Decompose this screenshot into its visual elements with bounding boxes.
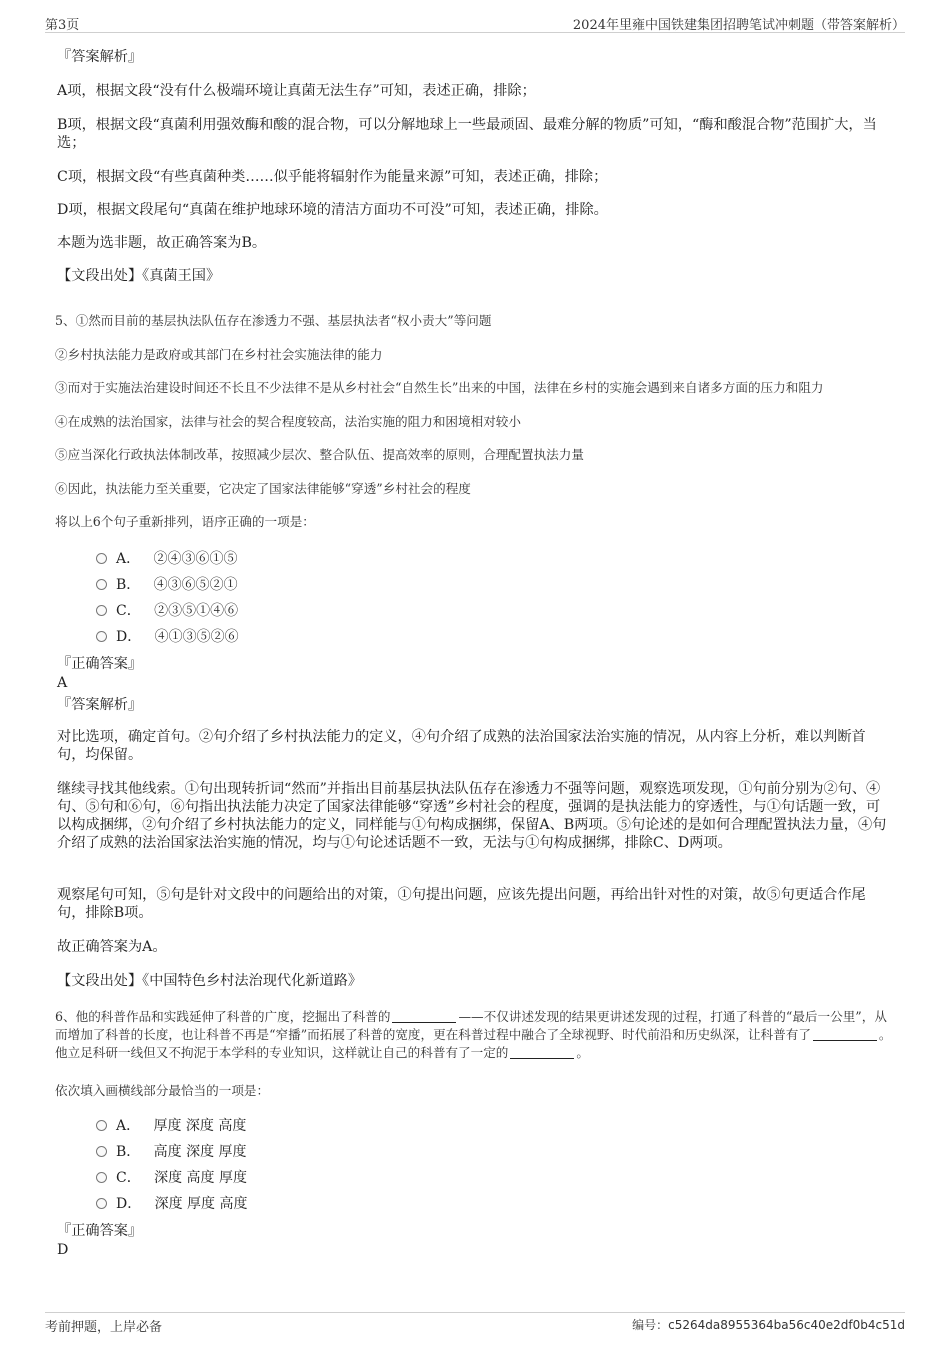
blank-3 — [510, 1046, 574, 1059]
radio-icon[interactable] — [96, 1172, 107, 1183]
page-number: 第3页 — [45, 18, 80, 33]
q5-analysis-p3: 观察尾句可知，⑤句是针对文段中的问题给出的对策，①句提出问题，应该先提出问题，再给出针对性的对策，故⑤句更适合作尾句，排除B项。 — [57, 887, 866, 921]
q6-option-d[interactable]: D． 深度 厚度 高度 — [96, 1195, 248, 1213]
q5-sentence-4: ④在成熟的法治国家，法律与社会的契合程度较高，法治实施的阻力和困境相对较小 — [55, 414, 521, 429]
q5-analysis-p2: 继续寻找其他线索。①句出现转折词“然而”并指出目前基层执法队伍存在渗透力不强等问题，观察选项发现，①句前分别为②句、④句、⑤句和⑥句，⑥句指出执法能力决定了国家法律能够“穿透”乡村社会的程度，强调的是执法能力的穿透性，与①句话题一致，可以构成捆绑，②句介绍了乡村执法能力的定义，同样能与①句构成捆绑，保留A、B两项。⑤句论述的是如何合理配置执法力量，④句介绍了成熟的法治国家法治实施的情况，均与①句论述话题不一致，无法与①句构成捆绑，排除C、D两项。 — [57, 781, 887, 851]
q4-analysis-a: A项，根据文段“没有什么极端环境让真菌无法生存”可知，表述正确，排除； — [57, 83, 536, 99]
q6-option-b[interactable]: B． 高度 深度 厚度 — [96, 1143, 247, 1161]
radio-icon[interactable] — [96, 1198, 107, 1209]
document-title: 2024年里雍中国铁建集团招聘笔试冲刺题（带答案解析） — [572, 18, 905, 33]
radio-icon[interactable] — [96, 1120, 107, 1131]
q4-source: 【文段出处】《真菌王国》 — [57, 268, 221, 284]
q4-analysis-c: C项，根据文段“有些真菌种类……似乎能将辐射作为能量来源”可知，表述正确，排除； — [57, 169, 608, 185]
q5-option-d[interactable]: D． ④①③⑤②⑥ — [96, 628, 239, 646]
blank-2 — [813, 1028, 877, 1041]
q5-prompt: 将以上6个句子重新排列，语序正确的一项是： — [55, 514, 315, 529]
q4-analysis-d: D项，根据文段尾句“真菌在维护地球环境的清洁方面功不可没”可知，表述正确，排除。 — [57, 202, 608, 218]
q5-answer: A — [57, 675, 68, 691]
q5-analysis-label: 『答案解析』 — [57, 697, 143, 713]
q5-option-a[interactable]: A． ②④③⑥①⑤ — [96, 550, 237, 568]
q5-analysis-p1: 对比选项，确定首句。②句介绍了乡村执法能力的定义，④句介绍了成熟的法治国家法治实施的情况，从内容上分析，难以判断首句，均保留。 — [57, 729, 866, 763]
q5-sentence-5: ⑤应当深化行政执法体制改革，按照减少层次、整合队伍、提高效率的原则，合理配置执法力量 — [55, 447, 584, 462]
q5-sentence-1: 5、①然而目前的基层执法队伍存在渗透力不强、基层执法者“权小责大”等问题 — [55, 313, 492, 328]
q4-conclusion: 本题为选非题，故正确答案为B。 — [57, 235, 267, 251]
q5-source: 【文段出处】《中国特色乡村法治现代化新道路》 — [57, 973, 363, 989]
radio-icon[interactable] — [96, 631, 107, 642]
radio-icon[interactable] — [96, 1146, 107, 1157]
blank-1 — [392, 1010, 456, 1023]
q6-option-a[interactable]: A． 厚度 深度 高度 — [96, 1117, 246, 1135]
q4-analysis-b: B项，根据文段“真菌利用强效酶和酸的混合物，可以分解地球上一些最顽固、最难分解的物质”可知，“酶和酸混合物”范围扩大，当选； — [57, 117, 877, 151]
document-code: 编号：c5264da8955364ba56c40e2df0b4c51d — [632, 1318, 905, 1332]
footer-slogan: 考前押题，上岸必备 — [45, 1320, 163, 1335]
q5-sentence-2: ②乡村执法能力是政府或其部门在乡村社会实施法律的能力 — [55, 347, 383, 362]
q5-option-c[interactable]: C． ②③⑤①④⑥ — [96, 602, 238, 620]
q5-answer-label: 『正确答案』 — [57, 656, 143, 672]
q4-analysis-label: 『答案解析』 — [57, 49, 143, 65]
q6-answer-label: 『正确答案』 — [57, 1223, 143, 1239]
q5-option-b[interactable]: B． ④③⑥⑤②① — [96, 576, 238, 594]
q6-stem: 6、他的科普作品和实践延伸了科普的广度，挖掘出了科普的 ——不仅讲述发现的结果更讲述发现的过程，打通了科普的“最后一公里”，从而增加了科普的长度，也让科普不再是“窄播”而拓展了科普的宽度，更在科普过程中融合了全球视野、时代前沿和历史纵深，让科普有了 。他立足科研一线但又不拘泥于本学科的专业知识，这样就让自己的科普有了一定的 。 — [55, 1009, 892, 1060]
q5-conclusion: 故正确答案为A。 — [57, 939, 167, 955]
q6-answer: D — [57, 1242, 69, 1258]
radio-icon[interactable] — [96, 553, 107, 564]
q6-prompt: 依次填入画横线部分最恰当的一项是： — [55, 1083, 270, 1098]
radio-icon[interactable] — [96, 605, 107, 616]
radio-icon[interactable] — [96, 579, 107, 590]
page-header — [45, 14, 905, 33]
q5-sentence-6: ⑥因此，执法能力至关重要，它决定了国家法律能够“穿透”乡村社会的程度 — [55, 481, 471, 496]
q6-option-c[interactable]: C． 深度 高度 厚度 — [96, 1169, 247, 1187]
page-footer — [45, 1312, 905, 1336]
q5-sentence-3: ③而对于实施法治建设时间还不长且不少法律不是从乡村社会“自然生长”出来的中国，法律在乡村的实施会遇到来自诸多方面的压力和阻力 — [55, 380, 824, 395]
